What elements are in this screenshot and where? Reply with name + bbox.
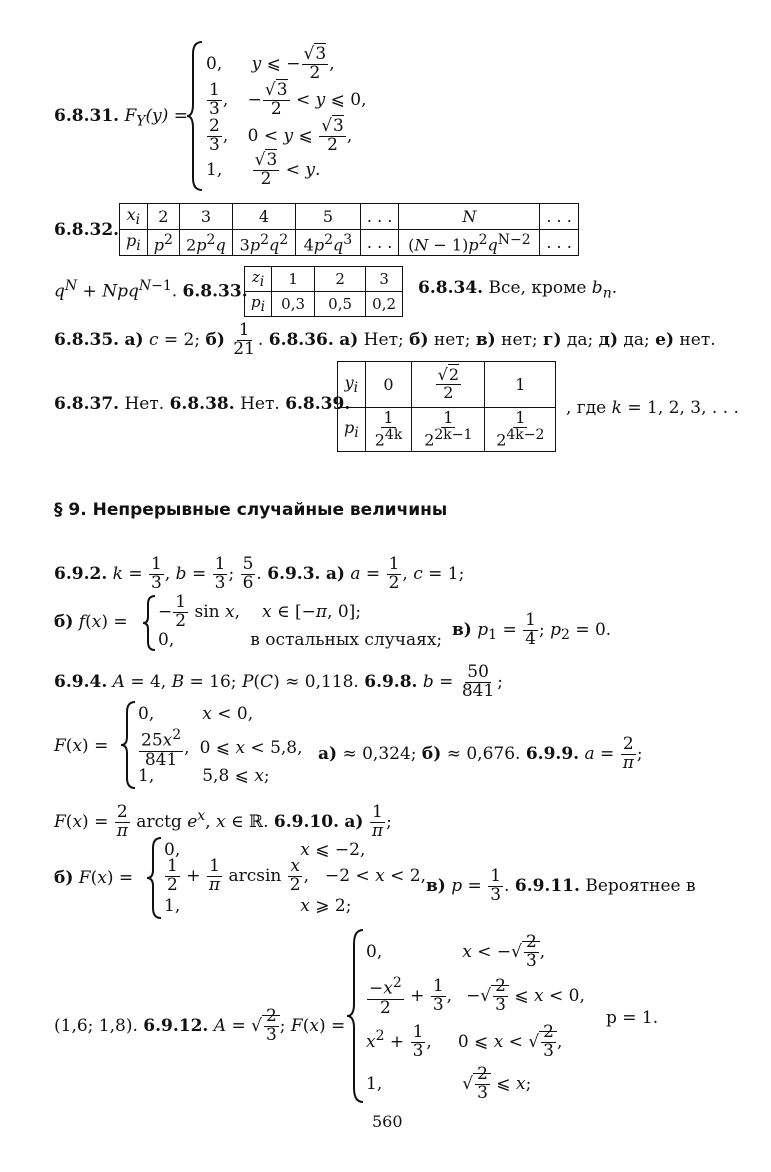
table-6-8-39: [337, 361, 556, 452]
case-6-9-12-2: $\frac{-x^2}{2}$ + $\frac{1}{3}$ , −√ $\frac{2}{3}$ ⩽ x < 0,: [369, 975, 585, 1018]
case-cond: y ⩽ − $\frac{√3}{2}$ ,: [251, 44, 335, 83]
answer-6-8-34: 6.8.34. Все, кроме $b_n$.: [418, 278, 618, 302]
case-6-9-8-1: 0, x < 0,: [138, 704, 254, 724]
table-row: $x_i$ 2 3 4 5 . . . N . . .: [120, 204, 579, 230]
answer-6-9-3-v: в) $p_1$ = $\frac{1}{4}$ ; $p_2 = 0$.: [452, 610, 612, 649]
answer-6-8-35-36: 6.8.35. а) c = 2; б) $\frac{1}{21}$ . 6.8.36. а) Нет; б) нет; в) нет; г) да; д) да; е) нет.: [54, 320, 716, 359]
case-6-8-31-1: [206, 46, 335, 83]
answer-6-8-31: [54, 106, 188, 129]
table-row: $z_i$ 1 2 3: [245, 267, 403, 292]
answer-6-9-9-10: F(x) = $\frac{2}{\pi}$ arctg $e^x$, x ∈ ℝ. 6.9.10. а) $\frac{1}{\pi}$ ;: [54, 802, 392, 841]
answer-6-9-12-lhs: (1,6; 1,8). 6.9.12. A = √ $\frac{2}{3}$ ; F(x) =: [54, 1006, 346, 1045]
case-value: 0,: [206, 53, 223, 74]
case-6-9-3-2: 0, в остальных случаях;: [158, 630, 443, 650]
case-6-9-3-1: − $\frac{1}{2}$ sin x, x ∈ [−π, 0];: [158, 592, 362, 631]
answer-6-9-12-tail: p = 1.: [606, 1008, 659, 1028]
brace-6-8-31: [186, 40, 206, 192]
answer-6-9-4-8: 6.9.4. A = 4, B = 16; P(C) ≈ 0,118. 6.9.8. b = $\frac{50}{841}$ ;: [54, 662, 504, 701]
brace-6-9-12: [346, 928, 366, 1104]
lhs-6-8-31: $F_Y(y)$ =: [124, 106, 189, 130]
table-row: $p_i$ $\frac{1}{2^{4k}}$ $\frac{1}{2^{2k-1}}$ $\frac{1}{2^{4k-2}}$: [338, 408, 556, 452]
table-6-8-33: [244, 266, 403, 317]
answer-6-9-3-b-lhs: б) f(x) =: [54, 612, 128, 632]
case-6-8-31-2: $\frac{1}{3}$ , − $\frac{√3}{2}$ < y ⩽ 0,: [209, 80, 367, 119]
table-row: $p_i$ $p^2$ $2p^2q$ $3p^2q^2$ $4p^2q^3$ . . . $(N - 1)p^2q^{N-2}$ . . .: [120, 230, 579, 256]
case-6-9-12-1: 0, x < −√ $\frac{2}{3}$ ,: [366, 932, 546, 971]
case-6-9-8-2: $\frac{25x^2}{841}$ , 0 ⩽ x < 5,8,: [141, 727, 303, 770]
case-6-9-10-2: $\frac{1}{2}$ + $\frac{1}{\pi}$ arcsin $\frac{x}{2}$ , −2 < x < 2,: [167, 856, 427, 895]
answer-6-9-10-tail: в) p = $\frac{1}{3}$ . 6.9.11. Вероятнее в: [426, 866, 696, 905]
brace-6-9-10: [146, 836, 164, 920]
table-6-8-32: [119, 203, 579, 256]
label-6-8-31: 6.8.31.: [54, 106, 120, 126]
answer-6-8-32-tail: $q^N + Npq^{N-1}$. 6.8.33.: [54, 278, 248, 302]
answer-6-8-37-39: 6.8.37. Нет. 6.8.38. Нет. 6.8.39.: [54, 394, 351, 414]
answer-6-9-10-b-lhs: б) F(x) =: [54, 868, 134, 888]
case-6-9-8-3: 1, 5,8 ⩽ x;: [138, 766, 270, 786]
table-row: $y_i$ 0 $\frac{√2}{2}$ 1: [338, 362, 556, 408]
case-6-9-10-3: 1, x ⩾ 2;: [164, 896, 352, 916]
answer-6-9-8-lhs: F(x) =: [54, 736, 109, 756]
answer-6-9-2-3: 6.9.2. k = $\frac{1}{3}$ , b = $\frac{1}{3}$ ; $\frac{5}{6}$ . 6.9.3. а) a = $\frac{1}{2}$ , c = 1;: [54, 554, 465, 593]
label-6-8-32: 6.8.32.: [54, 220, 120, 240]
brace-6-9-3: [142, 594, 158, 652]
case-6-9-12-4: 1, √ $\frac{2}{3}$ ⩽ x;: [366, 1064, 532, 1103]
case-6-9-10-1: 0, x ⩽ −2,: [164, 840, 366, 860]
brace-6-9-8: [120, 700, 138, 790]
case-6-8-31-3: $\frac{2}{3}$ , 0 < y ⩽ $\frac{√3}{2}$ ,: [209, 116, 353, 155]
case-6-8-31-4: 1, $\frac{√3}{2}$ < y.: [206, 150, 321, 189]
answer-6-9-8-tail: а) ≈ 0,324; б) ≈ 0,676. 6.9.9. a = $\frac{2}{\pi}$ ;: [318, 734, 643, 773]
page-number: 560: [372, 1112, 403, 1131]
answer-6-8-39-suffix: , где k = 1, 2, 3, . . .: [566, 398, 739, 418]
section-title: § 9. Непрерывные случайные величины: [54, 500, 448, 520]
case-6-9-12-3: $x^2$ + $\frac{1}{3}$ , 0 ⩽ x < √ $\frac{2}{3}$ ,: [366, 1022, 563, 1061]
table-row: $p_i$ 0,3 0,5 0,2: [245, 292, 403, 317]
